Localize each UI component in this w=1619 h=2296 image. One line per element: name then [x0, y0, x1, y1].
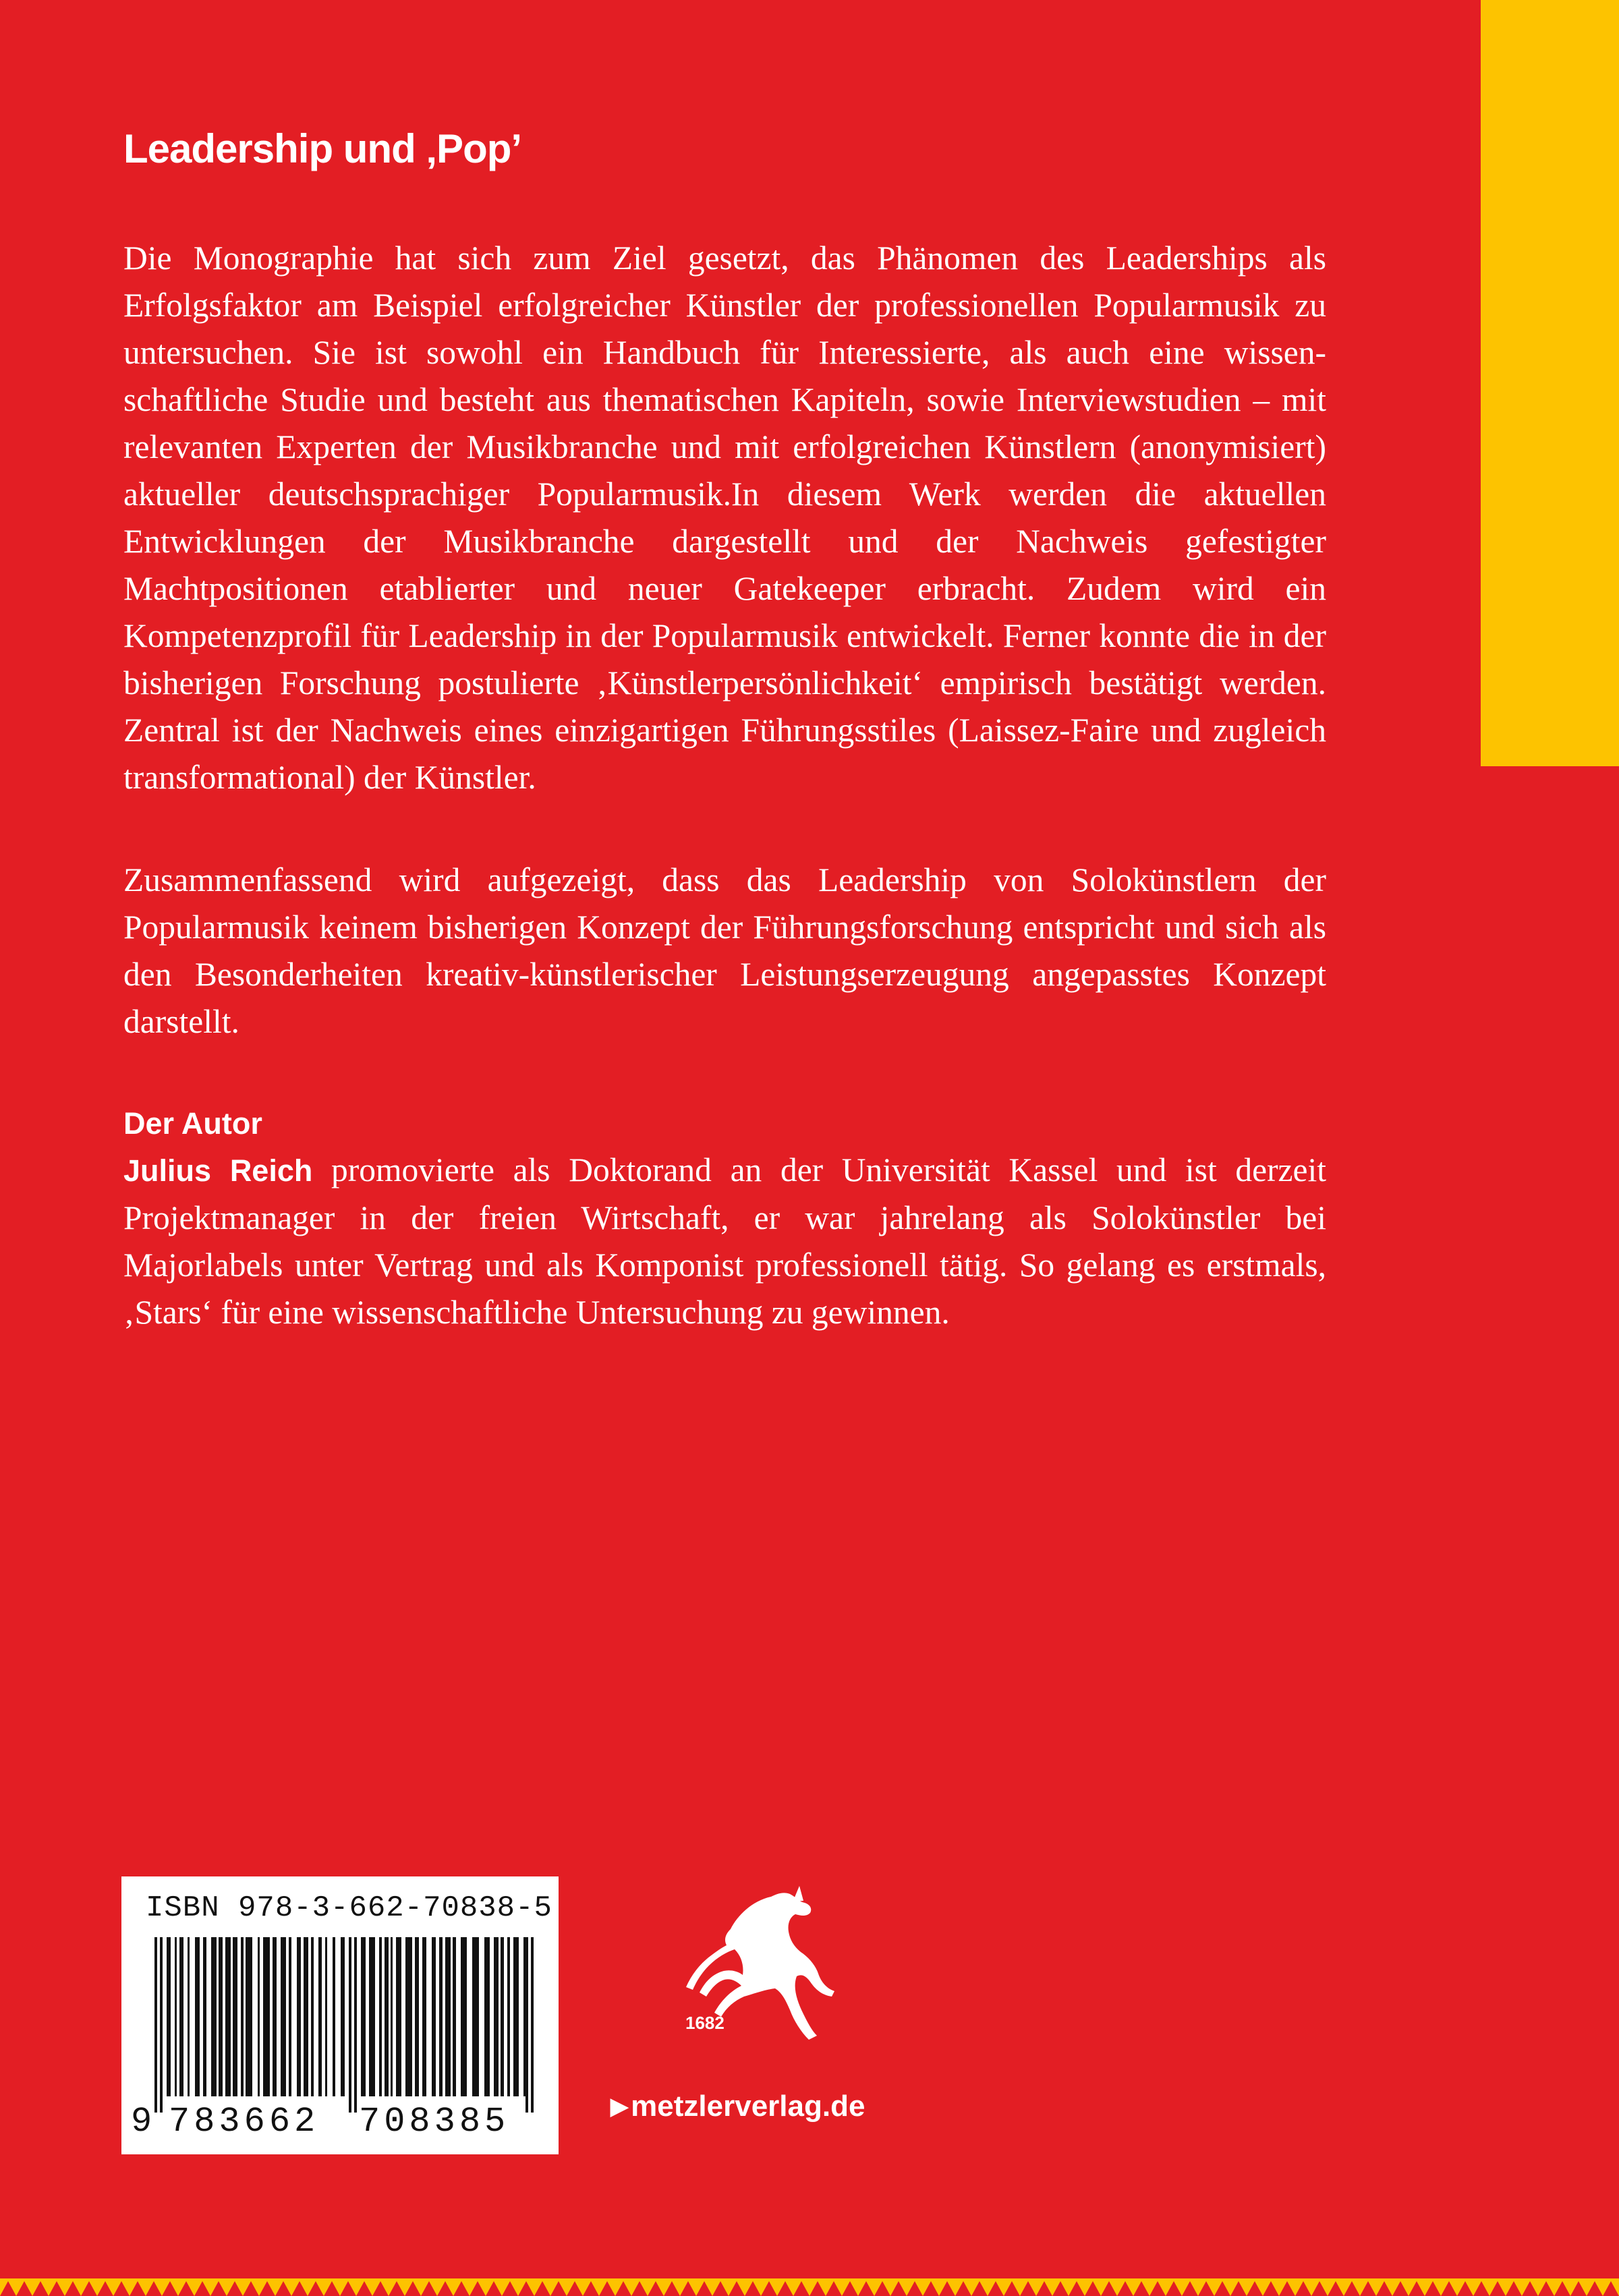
author-section-heading: Der Autor: [123, 1106, 262, 1141]
publisher-url-text: metzlerverlag.de: [631, 2090, 865, 2123]
bottom-zigzag-stripe: [0, 2278, 1619, 2296]
horse-icon: [651, 1882, 853, 2057]
barcode-left-digits: 783662: [169, 2102, 320, 2142]
barcode-bars-icon: [152, 1937, 536, 2113]
yellow-accent-band: [1481, 0, 1619, 766]
blurb-paragraph-1: Die Monographie hat sich zum Ziel gesetzt, das Phänomen des Leaderships als Erfolgsfaktor am Beispiel erfolgreicher Künstler der professionellen Popularmusik zu untersuchen. Sie ist sowohl ein Handbuch für Interessierte, als auch eine wissenschaftliche Studie und besteht aus thematischen Kapiteln, sowie Interviewstudien – mit relevanten Experten der Musikbranche und mit erfolgreichen Künstlern (anonymisiert) aktueller deutschsprachiger Popularmusik.In diesem Werk werden die aktuellen Entwicklungen der Musikbranche dargestellt und der Nachweis gefestigter Machtpositionen etablierter und neuer Gatekeeper erbracht. Zudem wird ein Kompetenzprofil für Leadership in der Popularmusik entwickelt. Ferner konnte die in der bisherigen Forschung postulierte ‚Künstlerpersönlichkeit‘ empirisch bestätigt werden. Zentral ist der Nachweis eines einzigartigen Führungsstiles (Laissez-Faire und zugleich transformational) der Künstler.: [123, 239, 1326, 796]
blurb-paragraph-2: Zusammenfassend wird aufgezeigt, dass das Leadership von Solokünstlern der Popularmusik keinem bisherigen Konzept der Führungsforschung entspricht und sich als den Besonderheiten kreativ-künstlerischer Leistungserzeugung angepasstes Konzept darstellt.: [123, 861, 1326, 1040]
author-bio-paragraph: [123, 1147, 1326, 1336]
book-title-heading: Leadership und ‚Pop’: [123, 126, 522, 171]
author-bio-text: promovierte als Doktorand an der Universität Kassel und ist derzeit Projektmanager in der freien Wirtschaft, er war jahrelang als Solokünstler bei Majorlabels unter Vertrag und als Komponist professionell tätig. So gelang es erstmals, ‚Stars‘ für eine wissenschaftliche Untersuchung zu gewinnen.: [123, 1151, 1326, 1331]
logo-year: 1682: [685, 2013, 725, 2033]
author-name: Julius Reich: [123, 1153, 313, 1188]
isbn-barcode: [121, 1876, 559, 2154]
isbn-label: ISBN 978-3-662-70838-5: [146, 1891, 552, 1925]
barcode-right-digits: 708385: [359, 2102, 510, 2142]
triangle-arrow-icon: ▶: [610, 2094, 629, 2119]
publisher-url: [610, 2090, 865, 2123]
barcode-lead-digit: 9: [131, 2102, 152, 2142]
